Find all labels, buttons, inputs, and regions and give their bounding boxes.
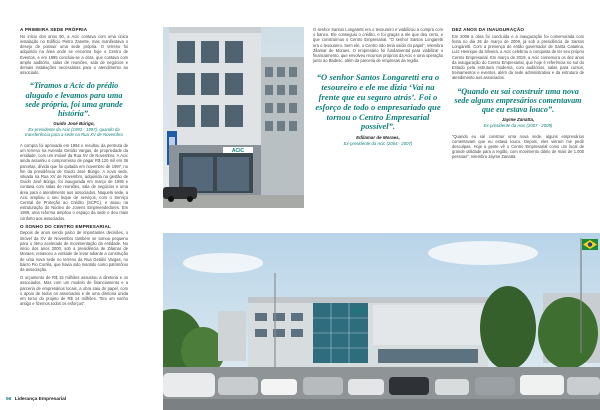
- section-heading-first-sede: A PRIMEIRA SEDE PRÓPRIA: [20, 27, 88, 32]
- paragraph: O senhor Santos Longaretti era o tesoureiro e viabilizou a compra com o banco. Ele conseguiu o crédito, e foi graças a ele que deu certo, e que construímos o Centro Empresarial. “O senhor Santos Longaretti era o tesoureiro. Sem ele, o Centro não teria saído do papel”, relembra Zilamar de Moraes. O empresário foi fundamental para viabilizar o financiamento, que envolveu recursos próprios da Acic e uma operação junto ao Badesc, além da parceria de empresas da região.: [313, 27, 445, 64]
- quote-author-role: Ex-presidente da Acic (1993 - 1997), quando da transferência para a sede na Rua XV de Novembro: [25, 126, 123, 137]
- pull-quote: “O senhor Santos Longaretti era o tesoureiro e ele me dizia ‘Vai na frente que eu seguro atrás’. Foi o esforço de todo o empresariado que tornou o Centro Empresarial possível”.: [315, 72, 441, 132]
- old-building-illustration: [163, 27, 304, 208]
- right-column: [452, 27, 584, 163]
- centro-sign-text: ACIC: [352, 309, 368, 315]
- old-building-sign-text: ACIC: [231, 148, 245, 154]
- paragraph: Em 2008 a obra foi concluída e a inauguração foi comemorada com festa no dia 26 de março de 2009, já sob a presidência de Santos Longaretti. Com a presença do então governador de Santa Catarina, Luiz Henrique da Silveira, a Acic celebrou a conquista de ter seu próprio Centro Empresarial. Em março de 2019, a Acic comemora os dez anos da inauguração do Centro Empresarial, que hoje é referência no sul do Estado pela estrutura moderna, com auditórios, salas para cursos, treinamentos e eventos, além da sede administrativa e da estrutura de atendimento aos associados.: [452, 33, 586, 81]
- paragraph: No início dos anos 90, a Acic contava com uma única instalação no Edifício Pietro Zanette, mas manifestava o desejo de possuir uma sede própria. O terreno foi adquirido na área onde se encontra hoje o Centro de Eventos, e em 1995 concluiu-se a obra, que contava com amplo auditório, salas de reuniões, sala de negócios e demais instalações necessárias para o atendimento ao associado.: [20, 33, 130, 76]
- section-heading-centro-empresarial: O SONHO DO CENTRO EMPRESARIAL: [20, 223, 112, 229]
- photo-centro-empresarial: [163, 233, 600, 410]
- quote-author-role: Ex-presidente da Acic (2007 - 2009): [483, 122, 553, 128]
- pull-quote: “Quando eu sai construir uma nova sede alguns empresários comentavam que eu estava louco”.: [454, 86, 582, 114]
- centro-empresarial-illustration: [163, 233, 600, 410]
- section-heading-ten-years: DEZ ANOS DA INAUGURAÇÃO: [452, 27, 525, 32]
- quote-author: Guido José Búrigo,: [53, 121, 95, 127]
- quote-author: Jayme Zanatta,: [501, 117, 535, 123]
- pull-quote: “Tiramos a Acic do prédio alugado e levamos para uma sede própria, foi uma grande história”.: [25, 81, 123, 118]
- paragraph: A compra foi aprovada em 1994 e resultou da permuta de um terreno na Avenida Getúlio Vargas, de propriedade da entidade, com um imóvel da Rua XV de Novembro. A Acic ainda assumiu o compromisso de pagar R$ 120 mil em 36 parcelas, dívida que foi quitada em novembro de 1997, no fim da presidência de Guido José Búrigo. A nova sede, situada na Rua XV de Novembro, adquirida na gestão de Guido José Búrigo, foi inaugurada em março de 1995 e contava com salas de reuniões, sala de negócios e uma área para o atendimento aos associados. Naquela sede, a Acic ampliou o seu leque de serviços, com o Serviço Central de Proteção ao Crédito (SCPC), e atuou na estruturação do Núcleo de Jovens Empreendedores. Em 1999, uma reforma ampliou o espaço da sede e deu mais conforto aos associados.: [20, 142, 130, 221]
- left-column: [20, 27, 128, 309]
- quote-author: Edilamar de Moraes,: [356, 135, 400, 141]
- page-number: 56: [6, 397, 12, 402]
- page-footer: [6, 397, 66, 402]
- paragraph: O orçamento de R$ 15 milhões assustou a diretoria e os associados. Mas com um modelo de financiamento e a parceria de empresários locais, a obra saiu do papel, com o apoio de todos os associados e de uma diretoria unida em torno do projeto de R$ 14 milhões. “Era um sonho antigo e fizemos todos os esforços”.: [20, 275, 130, 307]
- magazine-title: Liderança Empresarial: [14, 397, 67, 402]
- quote-author-role: Ex-presidente da Acic (2004 - 2007): [343, 140, 413, 146]
- paragraph: Depois de anos sendo palco de importantes decisões, o imóvel da XV de Novembro também se tornou pequeno para o ritmo acelerado de movimentação da entidade. No início dos anos 2000, sob a presidência de Zilamar de Moraes, renasceu a vontade de levar adiante a construção de uma nova sede no terreno da Rua Getúlio Vargas, no bairro Pio Corrêa, que havia sido mantido como patrimônio da associação.: [20, 230, 130, 272]
- middle-column: [313, 27, 443, 152]
- photo-old-headquarters: [163, 27, 304, 208]
- paragraph: “Quando eu saí construir uma nova sede, alguns empresários comentavam que eu estava louco. Depois, eles vieram me pedir desculpas. Hoje a gente vê o Centro Empresarial como um local de grande utilidade para a região, com movimento diário de mais de 1.000 pessoas”, relembra Jayme Zanatta.: [452, 133, 586, 160]
